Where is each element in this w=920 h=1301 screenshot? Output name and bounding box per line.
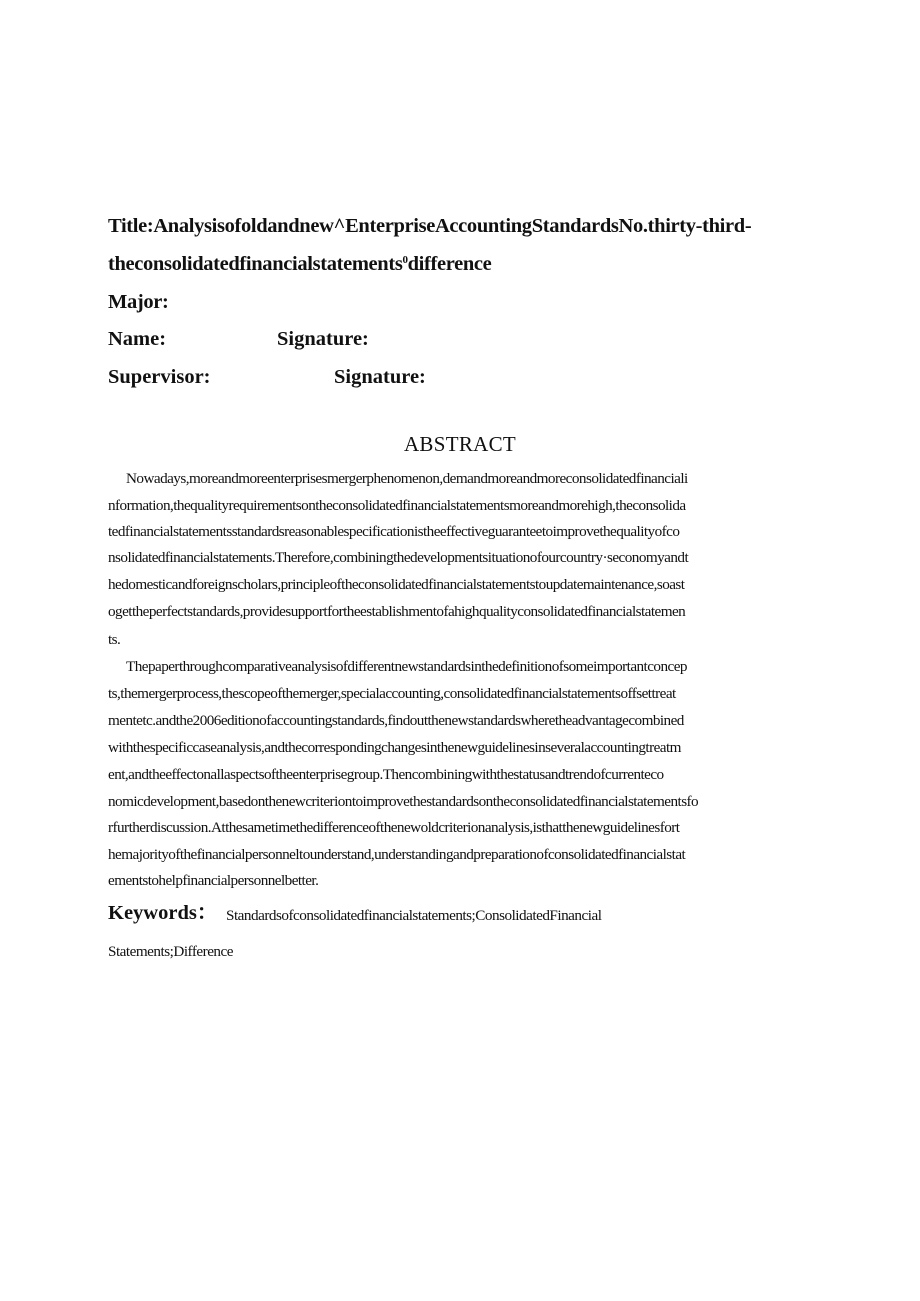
abstract-line: ementstohelpfinancialpersonnelbetter.	[108, 872, 319, 889]
title-line-2	[108, 252, 491, 276]
name-label: Name:	[108, 328, 167, 350]
abstract-line: Nowadays,moreandmoreenterprisesmergerphenomenon,demandmoreandmoreconsolidatedfinanciali	[126, 470, 688, 487]
abstract-line: tedfinancialstatementsstandardsreasonablespecificationistheeffectiveguaranteetoimprovethequalityofco	[108, 523, 680, 540]
major-label: Major:	[108, 291, 169, 313]
abstract-line: ogettheperfectstandards,providesupportfortheestablishmentofahighqualityconsolidatedfinancialstatemen	[108, 603, 686, 620]
abstract-line: withthespecificcaseanalysis,andthecorrespondingchangesinthenewguidelinesinseveralaccountingtreatm	[108, 739, 681, 756]
abstract-line: ts,themergerprocess,thescopeofthemerger,specialaccounting,consolidatedfinancialstatementsoffsettreat	[108, 685, 676, 702]
abstract-line: ent,andtheeffectonallaspectsoftheenterprisegroup.Thencombiningwiththestatusandtrendofcurrenteco	[108, 766, 664, 783]
supervisor-signature-label: Signature:	[334, 366, 426, 388]
title-line-2-text: theconsolidatedfinancialstatements	[108, 253, 403, 275]
supervisor-label: Supervisor:	[108, 366, 211, 388]
abstract-line: nsolidatedfinancialstatements.Therefore,combiningthedevelopmentsituationofourcountry·seconomyandt	[108, 549, 689, 566]
abstract-line: mentetc.andthe2006editionofaccountingstandards,findoutthenewstandardswheretheadvantagecombined	[108, 712, 684, 729]
abstract-line: Thepaperthroughcomparativeanalysisofdifferentnewstandardsinthedefinitionofsomeimportantconcep	[126, 658, 687, 675]
abstract-line: hedomesticandforeignscholars,principleoftheconsolidatedfinancialstatementstoupdatemaintenance,soast	[108, 576, 685, 593]
keywords-line-2: Statements;Difference	[108, 943, 234, 960]
title-superscript: 0	[402, 254, 408, 266]
abstract-line: rfurtherdiscussion.Atthesametimethedifferenceofthenewoldcriterionanalysis,isthatthenewguidelinesfort	[108, 819, 680, 836]
title-line-1: Title:Analysisofoldandnew^EnterpriseAccountingStandardsNo.thirty-third-	[108, 215, 752, 237]
name-signature-label: Signature:	[277, 328, 369, 350]
abstract-line: hemajorityofthefinancialpersonneltounderstand,understandingandpreparationofconsolidatedfinancialstat	[108, 846, 686, 863]
keywords-label: Keywords：	[108, 902, 218, 924]
abstract-line: nomicdevelopment,basedonthenewcriteriontoimprovethestandardsontheconsolidatedfinancialstatementsfo	[108, 793, 699, 810]
abstract-heading: ABSTRACT	[403, 432, 517, 456]
keywords-line-1: Standardsofconsolidatedfinancialstatements;ConsolidatedFinancial	[226, 907, 602, 924]
abstract-line: ts.	[108, 631, 121, 648]
title-line-2-tail: difference	[407, 253, 492, 275]
abstract-line: nformation,thequalityrequirementsontheconsolidatedfinancialstatementsmoreandmorehigh,theconsolida	[108, 497, 686, 514]
